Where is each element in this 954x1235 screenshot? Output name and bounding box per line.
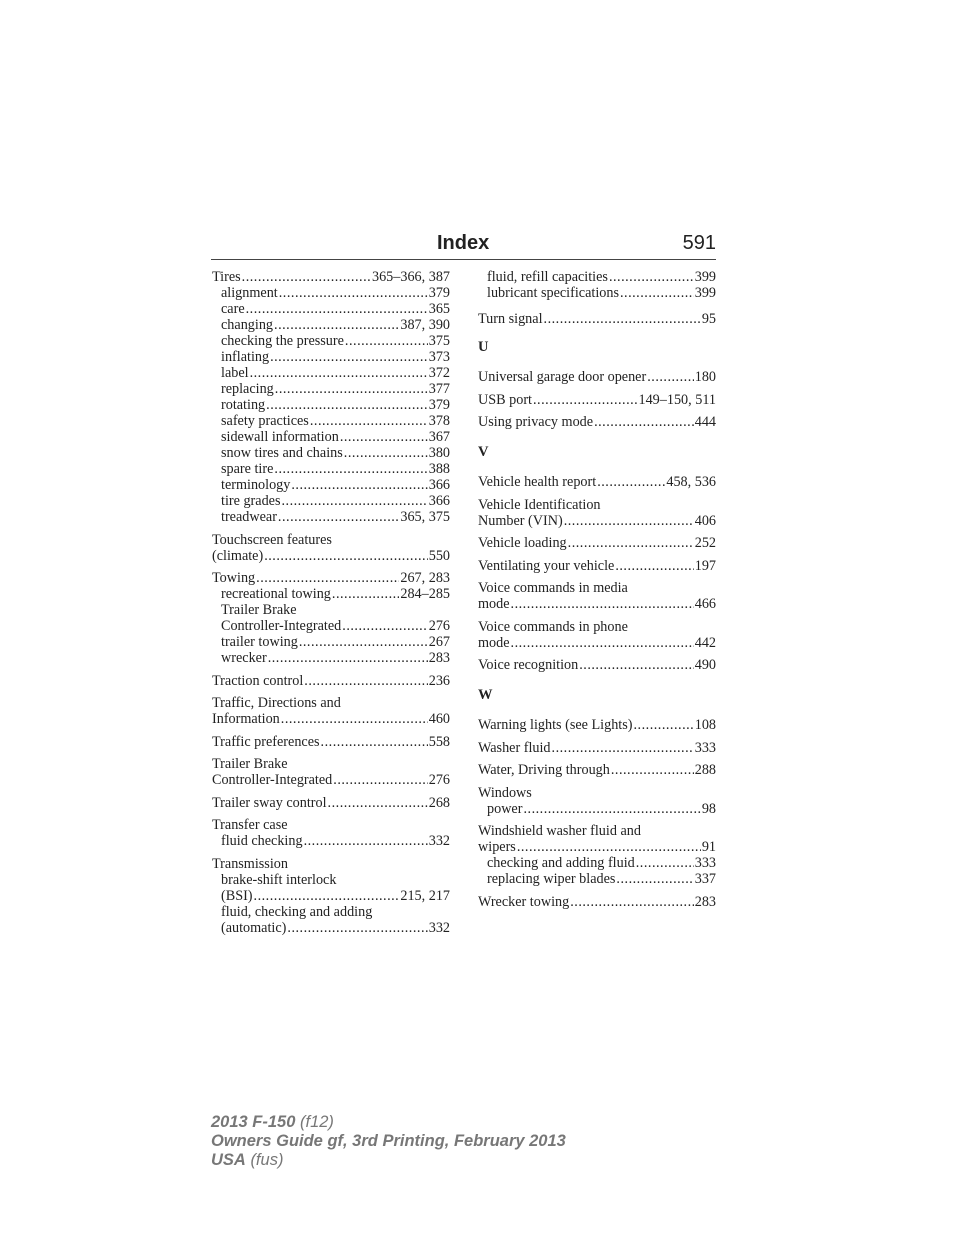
leader-dots (274, 461, 427, 477)
leader-dots (523, 801, 700, 817)
entry-term: power (487, 800, 523, 817)
entry-pages: 284–285 (400, 586, 450, 602)
entry-line (212, 711, 450, 727)
index-subentry (212, 285, 450, 301)
index-subentry (212, 365, 450, 381)
entry-term: wipers (478, 839, 516, 855)
section-letter: V (478, 444, 489, 460)
entry-line (212, 445, 450, 461)
entry-term: Controller-Integrated (221, 618, 342, 634)
index-entry (478, 717, 716, 733)
index-entry (478, 497, 716, 529)
entry-term: Number (VIN) (478, 512, 563, 529)
entry-line (212, 856, 450, 872)
entry-pages: 378 (428, 413, 450, 429)
entry-pages: 387, 390 (400, 317, 450, 333)
entry-term: (BSI) (221, 887, 253, 904)
entry-term: Information (212, 711, 280, 727)
index-subentry (212, 586, 450, 602)
entry-term: Universal garage door opener (478, 369, 647, 385)
index-entry (212, 532, 450, 564)
entry-line (478, 657, 716, 673)
entry-pages: 108 (694, 717, 716, 733)
entry-line (212, 381, 450, 397)
leader-dots (304, 673, 427, 689)
leader-dots (342, 618, 427, 634)
page-title: Index (437, 232, 490, 254)
index-entry (212, 756, 450, 788)
leader-dots (281, 711, 428, 727)
leader-dots (310, 413, 428, 429)
entry-line (212, 532, 450, 548)
entry-line (212, 429, 450, 445)
page-header (211, 228, 716, 260)
entry-term: Windows (478, 784, 532, 801)
entry-line (478, 785, 716, 801)
index-entry (478, 619, 716, 651)
index-subentry (212, 493, 450, 509)
entry-line (478, 369, 716, 385)
entry-pages: 365–366, 387 (371, 269, 450, 285)
entry-term: safety practices (221, 413, 309, 429)
index-subentry (478, 801, 716, 817)
entry-term: Touchscreen features (212, 531, 332, 548)
index-entry (478, 657, 716, 673)
leader-dots (270, 349, 428, 365)
index-subentry (478, 871, 716, 887)
entry-term: Tires (212, 269, 241, 285)
footer-guide: Owners Guide gf, 3rd Printing, February 2013 (211, 1132, 566, 1150)
entry-term: (automatic) (221, 919, 287, 936)
entry-line (212, 365, 450, 381)
index-subentry (212, 872, 450, 904)
entry-pages: 380 (428, 445, 450, 461)
entry-line (212, 461, 450, 477)
entry-line (212, 570, 450, 586)
entry-pages: 375 (428, 333, 450, 349)
entry-term: Vehicle loading (478, 535, 567, 551)
entry-term: rotating (221, 397, 266, 413)
entry-term: Voice commands in phone (478, 618, 628, 635)
entry-pages: 215, 217 (400, 887, 450, 904)
index-subentry (212, 634, 450, 650)
section-letter: U (478, 339, 489, 355)
entry-line (212, 734, 450, 750)
entry-line (212, 904, 450, 920)
entry-pages: 367 (428, 429, 450, 445)
entry-term: Voice commands in media (478, 580, 628, 596)
entry-line (478, 855, 716, 871)
leader-dots (279, 285, 428, 301)
entry-line (212, 618, 450, 634)
entry-term: Traffic preferences (212, 733, 320, 750)
entry-pages: 366 (428, 493, 450, 509)
entry-line (212, 872, 450, 888)
entry-pages: 276 (428, 618, 450, 634)
entry-pages: 332 (428, 919, 450, 936)
index-entry (478, 558, 716, 574)
leader-dots (344, 445, 428, 461)
entry-term: Transfer case (212, 817, 288, 833)
entry-term: terminology (221, 477, 291, 493)
entry-pages: 276 (428, 772, 450, 788)
leader-dots (275, 381, 428, 397)
entry-term: fluid, refill capacities (487, 269, 608, 285)
entry-term: Turn signal (478, 311, 543, 327)
leader-dots (268, 650, 428, 666)
footer-region-code: (fus) (250, 1151, 284, 1169)
footer-model: 2013 F-150 (211, 1113, 296, 1131)
footer-region: USA (211, 1151, 246, 1169)
index-subentry (212, 477, 450, 493)
entry-pages: 442 (694, 634, 716, 651)
entry-line (478, 311, 716, 327)
entry-pages: 267 (428, 634, 450, 650)
index-subentry (212, 461, 450, 477)
index-subentry (478, 285, 716, 301)
index-entry (478, 785, 716, 817)
leader-dots (299, 634, 428, 650)
entry-line (212, 349, 450, 365)
entry-pages: 458, 536 (666, 474, 716, 490)
entry-term: Trailer sway control (212, 794, 327, 811)
index-entry (478, 392, 716, 408)
entry-line (212, 634, 450, 650)
index-entry (212, 817, 450, 849)
index-subentry (478, 855, 716, 871)
index-column-right (478, 269, 716, 924)
entry-line (212, 833, 450, 849)
index-subentry (212, 445, 450, 461)
leader-dots (634, 717, 694, 733)
index-subentry (212, 650, 450, 666)
entry-term: alignment (221, 285, 278, 301)
footer-model-code: (f12) (300, 1113, 334, 1131)
entry-pages: 372 (428, 365, 450, 381)
index-entry (212, 695, 450, 727)
entry-line (212, 817, 450, 833)
entry-line (478, 871, 716, 887)
index-entry (478, 369, 716, 385)
entry-term: replacing wiper blades (487, 871, 616, 887)
leader-dots (616, 871, 693, 887)
leader-dots (242, 269, 371, 285)
index-subentry (212, 904, 450, 936)
entry-term: Trailer Brake (212, 756, 288, 772)
entry-pages: 91 (701, 839, 716, 855)
entry-pages: 283 (694, 893, 716, 910)
page-footer (211, 1113, 566, 1170)
entry-line (212, 317, 450, 333)
index-subentry (212, 381, 450, 397)
entry-line (478, 269, 716, 285)
entry-term: replacing (221, 381, 274, 397)
entry-pages: 388 (428, 461, 450, 477)
entry-line (212, 285, 450, 301)
entry-term: label (221, 365, 249, 381)
entry-pages: 252 (694, 535, 716, 551)
entry-pages: 236 (428, 672, 450, 689)
page-number: 591 (682, 232, 716, 254)
entry-term: (climate) (212, 547, 264, 564)
leader-dots (579, 657, 694, 673)
leader-dots (345, 333, 428, 349)
leader-dots (564, 513, 694, 529)
entry-term: Traction control (212, 672, 304, 689)
entry-term: changing (221, 317, 274, 333)
entry-line (478, 513, 716, 529)
index-entry (212, 856, 450, 936)
leader-dots (570, 894, 694, 910)
entry-term: fluid checking (221, 833, 303, 849)
index-subentry (212, 397, 450, 413)
index-subentry (212, 333, 450, 349)
leader-dots (552, 740, 694, 756)
entry-pages: 379 (428, 397, 450, 413)
index-entry (478, 740, 716, 756)
entry-term: Warning lights (see Lights) (478, 717, 633, 733)
entry-pages: 337 (694, 871, 716, 887)
entry-pages: 197 (694, 557, 716, 574)
entry-line (212, 301, 450, 317)
entry-term: Water, Driving through (478, 762, 610, 778)
entry-line (478, 596, 716, 612)
entry-pages: 399 (694, 285, 716, 301)
index-entry (212, 734, 450, 750)
index-subentry (212, 413, 450, 429)
entry-line (478, 558, 716, 574)
leader-dots (611, 762, 694, 778)
entry-line (478, 619, 716, 635)
entry-term: Vehicle health report (478, 474, 597, 490)
entry-line (212, 888, 450, 904)
entry-term: spare tire (221, 461, 274, 477)
entry-pages: 95 (701, 311, 716, 327)
entry-line (212, 333, 450, 349)
entry-pages: 332 (428, 833, 450, 849)
index-entry (478, 414, 716, 430)
entry-line (478, 392, 716, 408)
index-subentry (212, 602, 450, 634)
leader-dots (274, 317, 399, 333)
entry-line (478, 414, 716, 430)
entry-term: Trailer Brake (221, 602, 297, 618)
leader-dots (304, 833, 428, 849)
index-subentry (212, 509, 450, 525)
index-entry (212, 795, 450, 811)
entry-line (212, 673, 450, 689)
leader-dots (321, 734, 428, 750)
index-subentry (212, 349, 450, 365)
index-subentry (212, 301, 450, 317)
index-subentry (212, 833, 450, 849)
leader-dots (568, 535, 694, 551)
index-entry (478, 762, 716, 778)
leader-dots (511, 596, 694, 612)
leader-dots (254, 888, 400, 904)
index-entry (212, 269, 450, 525)
entry-term: tire grades (221, 493, 281, 509)
leader-dots (517, 839, 701, 855)
index-subentry (212, 429, 450, 445)
entry-term: snow tires and chains (221, 445, 343, 461)
entry-term: mode (478, 596, 510, 612)
leader-dots (250, 365, 428, 381)
leader-dots (291, 477, 427, 493)
entry-line (212, 493, 450, 509)
entry-pages: 550 (428, 547, 450, 564)
leader-dots (278, 509, 399, 525)
index-entry (478, 894, 716, 910)
entry-term: recreational towing (221, 586, 331, 602)
entry-line (478, 497, 716, 513)
entry-term: Using privacy mode (478, 414, 594, 430)
entry-line (212, 602, 450, 618)
entry-line (212, 772, 450, 788)
entry-line (478, 762, 716, 778)
entry-pages: 460 (428, 711, 450, 727)
leader-dots (328, 795, 428, 811)
entry-pages: 283 (428, 650, 450, 666)
entry-term: Wrecker towing (478, 893, 570, 910)
entry-pages: 399 (694, 269, 716, 285)
entry-pages: 379 (428, 285, 450, 301)
entry-line (478, 894, 716, 910)
entry-term: Windshield washer fluid and (478, 823, 641, 839)
entry-term: lubricant specifications (487, 285, 619, 301)
entry-line (212, 413, 450, 429)
entry-pages: 333 (694, 855, 716, 871)
entry-pages: 365 (428, 301, 450, 317)
entry-pages: 377 (428, 381, 450, 397)
index-entry (478, 580, 716, 612)
leader-dots (287, 920, 427, 936)
index-entry (478, 311, 716, 327)
leader-dots (615, 558, 693, 574)
entry-term: wrecker (221, 650, 267, 666)
entry-line (212, 650, 450, 666)
entry-line (212, 695, 450, 711)
leader-dots (544, 311, 701, 327)
leader-dots (256, 570, 399, 586)
entry-line (478, 823, 716, 839)
entry-line (478, 740, 716, 756)
entry-term: checking and adding fluid (487, 855, 635, 871)
entry-line (478, 535, 716, 551)
entry-line (478, 801, 716, 817)
entry-term: sidewall information (221, 429, 339, 445)
entry-term: Towing (212, 570, 256, 586)
leader-dots (333, 772, 427, 788)
entry-pages: 558 (428, 733, 450, 750)
entry-line (478, 580, 716, 596)
leader-dots (647, 369, 694, 385)
entry-term: Ventilating your vehicle (478, 557, 615, 574)
entry-term: Traffic, Directions and (212, 695, 341, 711)
entry-line (212, 509, 450, 525)
entry-line (212, 586, 450, 602)
leader-dots (636, 855, 694, 871)
index-entry (478, 474, 716, 490)
leader-dots (340, 429, 428, 445)
entry-pages: 180 (694, 369, 716, 385)
entry-pages: 444 (694, 414, 716, 430)
leader-dots (597, 474, 665, 490)
entry-pages: 365, 375 (400, 509, 450, 525)
entry-pages: 406 (694, 512, 716, 529)
index-column-left (212, 269, 450, 942)
entry-term: checking the pressure (221, 333, 344, 349)
entry-line (478, 839, 716, 855)
entry-term: treadwear (221, 509, 277, 525)
leader-dots (246, 301, 428, 317)
entry-term: Vehicle Identification (478, 496, 601, 513)
entry-line (478, 635, 716, 651)
entry-term: mode (478, 634, 510, 651)
entry-line (212, 397, 450, 413)
entry-pages: 373 (428, 349, 450, 365)
entry-term: Transmission (212, 855, 288, 872)
entry-term: fluid, checking and adding (221, 903, 373, 920)
leader-dots (264, 548, 428, 564)
entry-line (478, 285, 716, 301)
entry-term: Washer fluid (478, 739, 551, 756)
index-subentry (212, 317, 450, 333)
section-letter: W (478, 687, 493, 703)
index-entry (478, 823, 716, 887)
entry-term: brake-shift interlock (221, 871, 337, 888)
index-entry (478, 535, 716, 551)
entry-pages: 366 (428, 477, 450, 493)
entry-pages: 268 (428, 794, 450, 811)
index-entry (212, 673, 450, 689)
entry-line (212, 795, 450, 811)
continued-entries (478, 269, 716, 301)
leader-dots (511, 635, 694, 651)
leader-dots (281, 493, 427, 509)
entry-line (212, 477, 450, 493)
entry-term: care (221, 301, 245, 317)
entry-term: USB port (478, 391, 532, 408)
entry-line (212, 269, 450, 285)
entry-line (212, 756, 450, 772)
leader-dots (266, 397, 428, 413)
entry-line (212, 548, 450, 564)
leader-dots (620, 285, 694, 301)
leader-dots (332, 586, 399, 602)
entry-pages: 98 (701, 800, 716, 817)
entry-line (478, 717, 716, 733)
entry-pages: 333 (694, 739, 716, 756)
leader-dots (609, 269, 694, 285)
leader-dots (533, 392, 637, 408)
entry-term: Voice recognition (478, 657, 579, 673)
index-entry (212, 570, 450, 666)
entry-line (212, 920, 450, 936)
index-subentry (478, 269, 716, 285)
entry-pages: 267, 283 (400, 570, 450, 586)
entry-pages: 490 (694, 657, 716, 673)
leader-dots (594, 414, 694, 430)
entry-term: Controller-Integrated (212, 772, 333, 788)
entry-pages: 466 (694, 596, 716, 612)
entry-term: trailer towing (221, 634, 298, 650)
entry-pages: 149–150, 511 (638, 391, 716, 408)
entry-term: inflating (221, 349, 270, 365)
entry-line (478, 474, 716, 490)
entry-pages: 288 (694, 762, 716, 778)
